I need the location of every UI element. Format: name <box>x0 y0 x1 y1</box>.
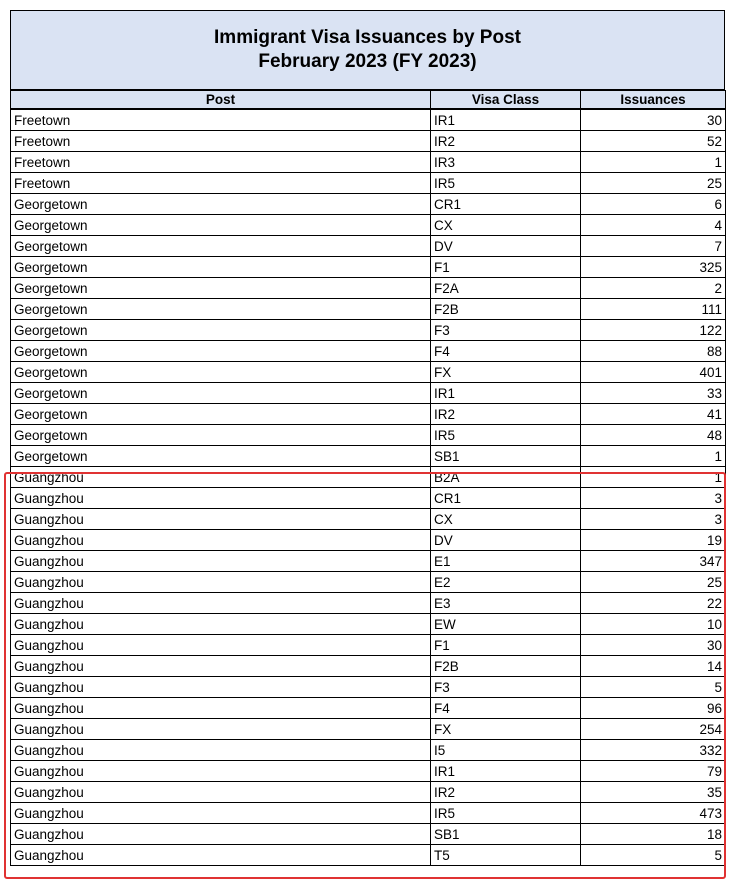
cell-visa-class[interactable]: FX <box>431 719 581 740</box>
cell-visa-class[interactable]: IR1 <box>431 761 581 782</box>
cell-visa-class[interactable]: E3 <box>431 593 581 614</box>
table-row <box>11 446 726 467</box>
cell-post[interactable]: Freetown <box>11 131 431 152</box>
table-row <box>11 530 726 551</box>
column-header-visa-class[interactable]: Visa Class <box>431 91 581 110</box>
report-title: Immigrant Visa Issuances by Post <box>214 27 521 48</box>
cell-post[interactable]: Georgetown <box>11 299 431 320</box>
cell-visa-class[interactable]: CR1 <box>431 194 581 215</box>
table-row <box>11 761 726 782</box>
cell-post[interactable]: Georgetown <box>11 404 431 425</box>
table-row <box>11 572 726 593</box>
cell-visa-class[interactable]: IR1 <box>431 109 581 131</box>
spreadsheet <box>10 10 725 866</box>
cell-issuances[interactable]: 35 <box>581 782 726 803</box>
cell-post[interactable]: Guangzhou <box>11 593 431 614</box>
cell-visa-class[interactable]: CX <box>431 509 581 530</box>
cell-issuances[interactable]: 111 <box>581 299 726 320</box>
cell-issuances[interactable]: 22 <box>581 593 726 614</box>
cell-post[interactable]: Freetown <box>11 152 431 173</box>
cell-visa-class[interactable]: F2B <box>431 299 581 320</box>
cell-issuances[interactable]: 347 <box>581 551 726 572</box>
cell-visa-class[interactable]: IR3 <box>431 152 581 173</box>
cell-visa-class[interactable]: SB1 <box>431 446 581 467</box>
cell-post[interactable]: Freetown <box>11 173 431 194</box>
cell-post[interactable]: Guangzhou <box>11 530 431 551</box>
table-row <box>11 740 726 761</box>
table-row <box>11 698 726 719</box>
cell-visa-class[interactable]: F1 <box>431 635 581 656</box>
table-row <box>11 635 726 656</box>
table-row <box>11 677 726 698</box>
cell-issuances[interactable]: 2 <box>581 278 726 299</box>
cell-visa-class[interactable]: IR2 <box>431 404 581 425</box>
cell-visa-class[interactable]: F4 <box>431 698 581 719</box>
table-row <box>11 488 726 509</box>
cell-issuances[interactable]: 5 <box>581 677 726 698</box>
report-title-box <box>10 10 725 90</box>
cell-post[interactable]: Freetown <box>11 109 431 131</box>
cell-post[interactable]: Guangzhou <box>11 677 431 698</box>
cell-issuances[interactable]: 14 <box>581 656 726 677</box>
cell-issuances[interactable]: 1 <box>581 446 726 467</box>
cell-issuances[interactable]: 10 <box>581 614 726 635</box>
cell-post[interactable]: Guangzhou <box>11 656 431 677</box>
table-row <box>11 109 726 131</box>
cell-visa-class[interactable]: F3 <box>431 320 581 341</box>
cell-post[interactable]: Guangzhou <box>11 824 431 845</box>
table-row <box>11 215 726 236</box>
table-row <box>11 656 726 677</box>
table-row <box>11 404 726 425</box>
cell-issuances[interactable]: 5 <box>581 845 726 866</box>
cell-post[interactable]: Georgetown <box>11 446 431 467</box>
table-row <box>11 551 726 572</box>
cell-visa-class[interactable]: F4 <box>431 341 581 362</box>
cell-issuances[interactable]: 30 <box>581 635 726 656</box>
cell-post[interactable]: Guangzhou <box>11 782 431 803</box>
cell-post[interactable]: Guangzhou <box>11 845 431 866</box>
cell-visa-class[interactable]: IR5 <box>431 173 581 194</box>
table-row <box>11 467 726 488</box>
cell-visa-class[interactable]: DV <box>431 530 581 551</box>
cell-post[interactable]: Guangzhou <box>11 761 431 782</box>
cell-visa-class[interactable]: IR5 <box>431 425 581 446</box>
table-row <box>11 362 726 383</box>
cell-issuances[interactable]: 254 <box>581 719 726 740</box>
cell-visa-class[interactable]: I5 <box>431 740 581 761</box>
cell-issuances[interactable]: 33 <box>581 383 726 404</box>
cell-visa-class[interactable]: CR1 <box>431 488 581 509</box>
cell-post[interactable]: Guangzhou <box>11 488 431 509</box>
cell-visa-class[interactable]: B2A <box>431 467 581 488</box>
cell-post[interactable]: Guangzhou <box>11 740 431 761</box>
cell-post[interactable]: Georgetown <box>11 215 431 236</box>
cell-visa-class[interactable]: E1 <box>431 551 581 572</box>
table-row <box>11 383 726 404</box>
report-period: February 2023 (FY 2023) <box>258 51 477 72</box>
cell-visa-class[interactable]: EW <box>431 614 581 635</box>
table-row <box>11 341 726 362</box>
table-row <box>11 152 726 173</box>
table-row <box>11 824 726 845</box>
cell-issuances[interactable]: 325 <box>581 257 726 278</box>
cell-post[interactable]: Guangzhou <box>11 803 431 824</box>
header-row <box>11 91 726 110</box>
table-row <box>11 614 726 635</box>
cell-post[interactable]: Georgetown <box>11 320 431 341</box>
cell-visa-class[interactable]: DV <box>431 236 581 257</box>
cell-issuances[interactable]: 4 <box>581 215 726 236</box>
cell-visa-class[interactable]: F2B <box>431 656 581 677</box>
cell-issuances[interactable]: 96 <box>581 698 726 719</box>
cell-issuances[interactable]: 25 <box>581 572 726 593</box>
cell-issuances[interactable]: 79 <box>581 761 726 782</box>
table-row <box>11 278 726 299</box>
cell-issuances[interactable]: 30 <box>581 109 726 131</box>
cell-issuances[interactable]: 19 <box>581 530 726 551</box>
cell-visa-class[interactable]: IR5 <box>431 803 581 824</box>
cell-visa-class[interactable]: T5 <box>431 845 581 866</box>
cell-visa-class[interactable]: F1 <box>431 257 581 278</box>
cell-visa-class[interactable]: E2 <box>431 572 581 593</box>
cell-visa-class[interactable]: CX <box>431 215 581 236</box>
table-row <box>11 299 726 320</box>
cell-post[interactable]: Georgetown <box>11 194 431 215</box>
cell-post[interactable]: Georgetown <box>11 257 431 278</box>
cell-post[interactable]: Georgetown <box>11 383 431 404</box>
cell-issuances[interactable]: 1 <box>581 152 726 173</box>
issuances-table <box>10 90 726 866</box>
table-row <box>11 257 726 278</box>
cell-issuances[interactable]: 473 <box>581 803 726 824</box>
table-row <box>11 173 726 194</box>
cell-post[interactable]: Guangzhou <box>11 698 431 719</box>
cell-issuances[interactable]: 25 <box>581 173 726 194</box>
table-row <box>11 593 726 614</box>
table-row <box>11 782 726 803</box>
cell-issuances[interactable]: 18 <box>581 824 726 845</box>
cell-post[interactable]: Guangzhou <box>11 572 431 593</box>
cell-issuances[interactable]: 48 <box>581 425 726 446</box>
cell-post[interactable]: Georgetown <box>11 278 431 299</box>
column-header-post[interactable]: Post <box>11 91 431 110</box>
cell-issuances[interactable]: 88 <box>581 341 726 362</box>
table-row <box>11 194 726 215</box>
cell-issuances[interactable]: 1 <box>581 467 726 488</box>
table-row <box>11 509 726 530</box>
cell-issuances[interactable]: 332 <box>581 740 726 761</box>
cell-issuances[interactable]: 3 <box>581 509 726 530</box>
cell-post[interactable]: Georgetown <box>11 425 431 446</box>
cell-issuances[interactable]: 6 <box>581 194 726 215</box>
table-row <box>11 803 726 824</box>
cell-post[interactable]: Guangzhou <box>11 719 431 740</box>
cell-post[interactable]: Guangzhou <box>11 467 431 488</box>
cell-issuances[interactable]: 52 <box>581 131 726 152</box>
cell-post[interactable]: Georgetown <box>11 362 431 383</box>
cell-visa-class[interactable]: F2A <box>431 278 581 299</box>
cell-post[interactable]: Guangzhou <box>11 509 431 530</box>
cell-visa-class[interactable]: F3 <box>431 677 581 698</box>
cell-issuances[interactable]: 7 <box>581 236 726 257</box>
cell-post[interactable]: Georgetown <box>11 341 431 362</box>
cell-visa-class[interactable]: FX <box>431 362 581 383</box>
cell-issuances[interactable]: 401 <box>581 362 726 383</box>
cell-post[interactable]: Guangzhou <box>11 551 431 572</box>
cell-post[interactable]: Guangzhou <box>11 614 431 635</box>
cell-post[interactable]: Georgetown <box>11 236 431 257</box>
table-row <box>11 320 726 341</box>
table-row <box>11 131 726 152</box>
table-row <box>11 425 726 446</box>
cell-visa-class[interactable]: SB1 <box>431 824 581 845</box>
cell-visa-class[interactable]: IR1 <box>431 383 581 404</box>
table-row <box>11 845 726 866</box>
cell-post[interactable]: Guangzhou <box>11 635 431 656</box>
cell-visa-class[interactable]: IR2 <box>431 131 581 152</box>
cell-issuances[interactable]: 3 <box>581 488 726 509</box>
cell-issuances[interactable]: 122 <box>581 320 726 341</box>
table-row <box>11 719 726 740</box>
column-header-issuances[interactable]: Issuances <box>581 91 726 110</box>
table-row <box>11 236 726 257</box>
cell-issuances[interactable]: 41 <box>581 404 726 425</box>
cell-visa-class[interactable]: IR2 <box>431 782 581 803</box>
